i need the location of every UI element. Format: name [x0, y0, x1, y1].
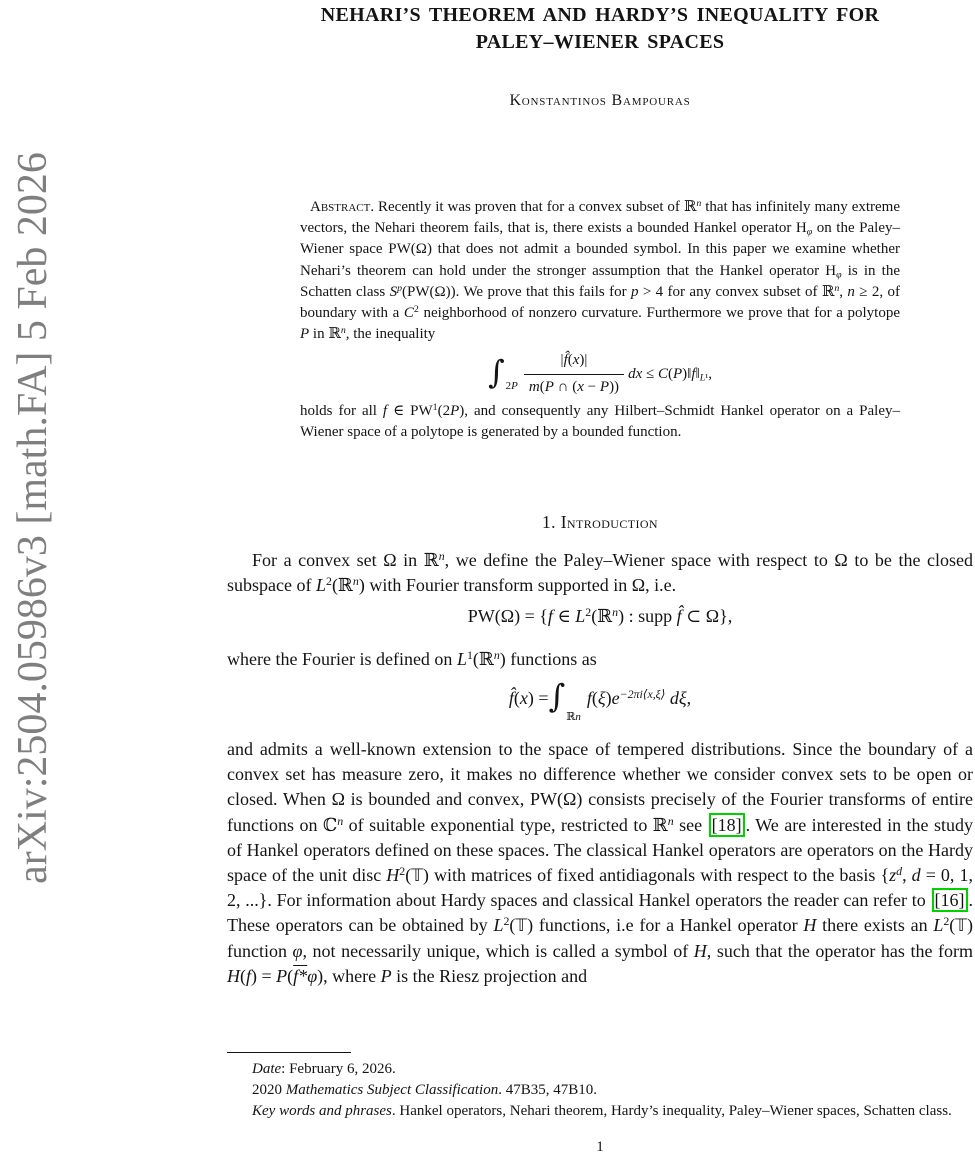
- paper-title-line2: PALEY–WIENER SPACES: [475, 31, 725, 53]
- intro-paragraph-2: and admits a well-known extension to the space of tempered distributions. Since the boundary of a convex set has measure zero, it makes no difference whether we consider convex sets to be open or closed. When Ω is bounded and convex, PW(Ω) consists precisely of the Fourier transforms of entire functions on ℂ$^n$ of suitable exponential type, restricted to ℝ$^n$ see [18] . We are interested in the study of Hankel operators defined on these spaces. The classical Hankel operators are operators on the Hardy space of the unit disc $H^2(𝕋)$ with matrices of fixed antidiagonals with respect to the basis {$z^d$, d = 0, 1, 2, ...}. For information about Hardy spaces and classical Hankel operators the reader can refer to [16] . These operators can be obtained by $L^2(𝕋)$ functions, i.e for a Hankel operator H there exists an $L^2(𝕋)$ function φ, not necessarily unique, which is called a symbol of H, such that the operator has the form H(f) = P(f*φ), where P is the Riesz projection and: [227, 739, 974, 986]
- integral-subscript: 2P: [505, 379, 518, 392]
- abstract-paragraph: [300, 197, 900, 345]
- page-number: 1: [596, 1139, 604, 1155]
- intro-paragraph-1: For a convex set Ω in ℝ$^n$, we define the Paley–Wiener space with respect to Ω to be the closed subspace of $L^2(ℝ^n)$ with Fourier transform supported in Ω, i.e.: [227, 549, 973, 596]
- citation-link[interactable]: [18]: [709, 813, 745, 837]
- paper-title: [227, 2, 973, 56]
- fraction-numerator: |f̂(x)|: [560, 352, 588, 369]
- footnote-keywords: Key words and phrases. Hankel operators, Nehari theorem, Hardy’s inequality, Paley–Wiener spaces, Schatten class.: [252, 1103, 952, 1120]
- citation-link[interactable]: [16]: [932, 888, 968, 912]
- abstract-body-text: Recently it was proven that for a convex subset of ℝ$^n$ that has infinitely many extreme vectors, the Nehari theorem fails, that is, there exists a bounded Hankel operator $H_\varphi$ on the Paley–Wiener space PW(Ω) that does not admit a bounded symbol. In this paper we examine whether Nehari’s theorem can hold under the stronger assumption that the Hankel operator $H_\varphi$ is in the Schatten class $S^p(PW(\Omega))$. We prove that this fails for p > 4 for any convex subset of ℝ$^n$, n ≥ 2, of boundary with a $C^2$ neighborhood of nonzero curvature. Furthermore we prove that for a polytope P in ℝ$^n$, the inequality: [300, 198, 901, 343]
- fourier-transform-equation: [227, 672, 973, 724]
- abstract-inequality-equation: [300, 350, 900, 397]
- fraction: [524, 350, 624, 397]
- footnote-block: [227, 1059, 973, 1123]
- integral-sign: ∫: [488, 353, 505, 392]
- fourier-definition-line: where the Fourier is defined on $L^1(ℝ^n)$ functions as: [227, 648, 597, 669]
- equation-lhs: f̂(x) =: [508, 687, 549, 708]
- footnote-msc: 2020 Mathematics Subject Classification. 47B35, 47B10.: [252, 1082, 597, 1099]
- author-name: Konstantinos Bampouras: [509, 92, 691, 109]
- abstract-tail-text: holds for all f ∈ $PW^1(2P)$, and consequently any Hilbert–Schmidt Hankel operator on a Paley–Wiener space of a polytope is generated by a bounded function.: [300, 401, 901, 441]
- section-heading-introduction: 1. Introduction: [542, 512, 658, 532]
- integral-subscript: ℝn: [566, 711, 581, 723]
- integrand: $f(\xi)e^{-2\pi i⟨x,\xi⟩}$ dξ,: [586, 686, 692, 708]
- footnote-date: Date: February 6, 2026.: [252, 1061, 396, 1077]
- integral-sign: ∫: [548, 677, 566, 715]
- fraction-denominator: m(P ∩ (x − P)): [524, 374, 624, 398]
- footnote-rule: [227, 1052, 351, 1053]
- paley-wiener-definition-equation: PW(Ω) = {f ∈ $L^2(ℝ^n)$ : supp f̂ ⊂ Ω},: [467, 605, 733, 626]
- abstract-label: Abstract.: [310, 199, 375, 215]
- paper-title-line1: NEHARI’S THEOREM AND HARDY’S INEQUALITY FOR: [320, 4, 880, 26]
- abstract-block: [300, 197, 900, 443]
- equation-rhs: dx ≤ $C(P)‖f‖_{L^1}$,: [628, 365, 712, 383]
- arxiv-watermark: arXiv:2504.05986v3 [math.FA] 5 Feb 2026: [10, 152, 56, 884]
